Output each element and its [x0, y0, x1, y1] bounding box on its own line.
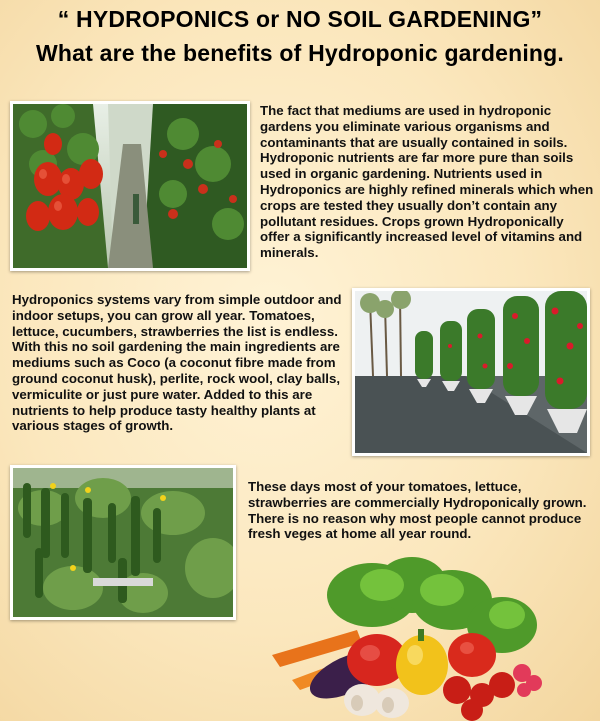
page-title: “ HYDROPONICS or NO SOIL GARDENING” — [57, 6, 543, 32]
page-subtitle: What are the benefits of Hydroponic gardening. — [35, 40, 564, 66]
cucumber-vines-photo — [10, 465, 236, 620]
strawberry-towers-photo — [352, 288, 590, 456]
section-2-text: Hydroponics systems vary from simple outdoor and indoor setups, you can grow all year. Tomatoes, lettuce, cucumbers, strawberries the list is endless. With this no soil gardening the main ingredients are mediums such as Coco (a coconut fibre made from ground coconut husk), perlite, rock wool, clay balls, vermiculite or just pure water. Added to this are nutrients to help produce tasty healthy plants at various stages of growth. — [12, 292, 342, 434]
vegetables-pile-photo — [262, 555, 557, 721]
section-3-text: These days most of your tomatoes, lettuce, strawberries are commercially Hydroponically grown. There is no reason why most people cannot produce fresh veges at home all year round. — [248, 479, 587, 542]
greenhouse-tomatoes-photo — [10, 101, 250, 271]
section-1-text: The fact that mediums are used in hydroponic gardens you eliminate various organisms and contaminants that are usually contained in soils. Hydroponic nutrients are far more pure than soils used in organic gardening. Nutrients used in Hydroponics are highly refined minerals which when crops are tested they usually don’t contain any pollutant residues. Crops grown Hydroponically offer a significantly increased level of vitamins and minerals. — [260, 103, 594, 261]
